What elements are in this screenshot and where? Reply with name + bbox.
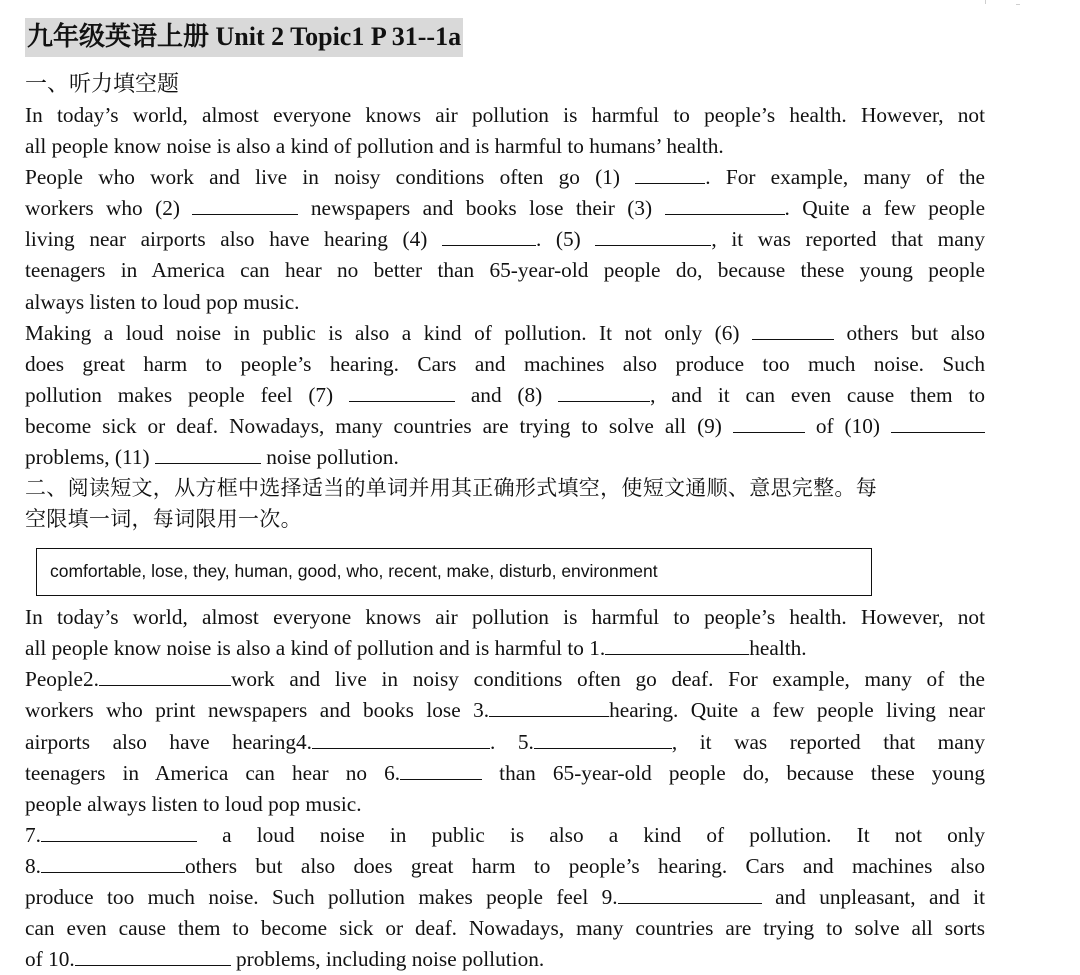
text-segment: living near airports also have hearing (4) <box>25 227 428 252</box>
text-segment: People who work and live in noisy conditions often go (1) <box>25 165 620 190</box>
text-line <box>25 318 985 349</box>
text-line <box>25 224 985 255</box>
text-line <box>25 851 985 882</box>
blank-1[interactable] <box>635 165 705 184</box>
blank-10[interactable] <box>891 414 985 433</box>
text-segment: health. <box>749 636 807 661</box>
text-segment: problems, (11) <box>25 445 150 470</box>
section1-paragraph-3 <box>25 318 985 473</box>
text-line <box>25 664 985 695</box>
text-segment: . Quite a few people <box>784 196 986 221</box>
text-segment: , it was reported that many <box>711 227 985 252</box>
text-segment: airports also have hearing4. <box>25 729 312 754</box>
answer-blank-5[interactable] <box>534 730 672 749</box>
page-corner-mark-right <box>1016 0 1020 5</box>
text-segment: . 5. <box>490 729 534 754</box>
text-line <box>25 162 985 193</box>
page-corner-mark-left <box>985 0 986 4</box>
text-line: In today’s world, almost everyone knows air pollution is harmful to people’s health. However, not <box>25 605 985 630</box>
text-segment: become sick or deaf. Nowadays, many countries are trying to solve all (9) <box>25 413 722 438</box>
answer-blank-9[interactable] <box>618 885 762 904</box>
section2-paragraph-1 <box>25 602 985 664</box>
text-segment: others but also <box>846 320 986 345</box>
answer-blank-7[interactable] <box>41 823 197 842</box>
text-segment: hearing. Quite a few people living near <box>609 698 985 723</box>
text-segment: newspapers and books lose their (3) <box>310 196 653 221</box>
text-segment: . (5) <box>535 227 581 252</box>
text-line <box>25 411 985 442</box>
blank-3[interactable] <box>665 196 785 215</box>
section2-paragraph-2 <box>25 664 985 819</box>
answer-blank-2[interactable] <box>99 667 231 686</box>
text-line <box>25 633 985 664</box>
text-segment: People2. <box>25 667 99 692</box>
text-segment: and unpleasant, and it <box>775 884 986 909</box>
text-segment: produce too much noise. Such pollution makes people feel 9. <box>25 884 618 909</box>
text-line <box>25 758 985 789</box>
section2-heading-line: 空限填一词，每词限用一次。 <box>25 507 302 532</box>
text-segment: workers who print newspapers and books lose 3. <box>25 698 490 723</box>
text-line <box>25 193 985 224</box>
text-line <box>25 727 985 758</box>
section2-heading-line: 二、阅读短文，从方框中选择适当的单词并用其正确形式填空，使短文通顺、意思完整。每 <box>25 476 877 501</box>
answer-blank-1[interactable] <box>605 636 749 655</box>
text-line: teenagers in America can hear no better than 65-year-old people do, because these young people <box>25 258 985 283</box>
text-segment: Making a loud noise in public is also a kind of pollution. It not only (6) <box>25 320 740 345</box>
text-segment: 7. <box>25 822 41 847</box>
text-segment: workers who (2) <box>25 196 180 221</box>
answer-blank-3[interactable] <box>489 698 609 717</box>
word-bank-box: comfortable, lose, they, human, good, who, recent, make, disturb, environment <box>36 548 872 596</box>
blank-2[interactable] <box>192 196 298 215</box>
text-line <box>25 882 985 913</box>
text-segment: teenagers in America can hear no 6. <box>25 760 401 785</box>
text-segment: and (8) <box>470 382 543 407</box>
section1-paragraph-2 <box>25 162 985 317</box>
blank-5[interactable] <box>595 227 711 246</box>
text-segment: than 65-year-old people do, because these young <box>499 760 986 785</box>
text-segment: others but also does great harm to people’s hearing. Cars and machines also <box>184 853 985 878</box>
text-segment: . For example, many of the <box>705 165 985 190</box>
blank-6[interactable] <box>752 321 834 340</box>
text-line <box>25 380 985 411</box>
text-line: people always listen to loud pop music. <box>25 791 362 816</box>
text-line: always listen to loud pop music. <box>25 289 300 314</box>
text-segment: 8. <box>25 853 41 878</box>
text-line <box>25 820 985 851</box>
blank-4[interactable] <box>442 227 536 246</box>
section2-paragraph-3 <box>25 820 985 975</box>
text-segment: problems, including noise pollution. <box>236 947 545 972</box>
worksheet-title: 九年级英语上册 Unit 2 Topic1 P 31--1a <box>25 18 463 57</box>
text-line <box>25 442 985 473</box>
answer-blank-10[interactable] <box>75 947 231 966</box>
text-segment: all people know noise is also a kind of pollution and is harmful to 1. <box>25 636 606 661</box>
text-segment: pollution makes people feel (7) <box>25 382 334 407</box>
section1-heading: 一、听力填空题 <box>25 72 180 97</box>
answer-blank-6[interactable] <box>400 761 482 780</box>
text-segment: a loud noise in public is also a kind of pollution. It not only <box>222 822 986 847</box>
text-segment: work and live in noisy conditions often go deaf. For example, many of the <box>230 667 985 692</box>
text-line: does great harm to people’s hearing. Cars and machines also produce too much noise. Such <box>25 351 985 376</box>
worksheet-page <box>25 18 985 975</box>
text-line: can even cause them to become sick or deaf. Nowadays, many countries are trying to solve all sorts <box>25 916 985 941</box>
section2-heading <box>25 473 985 535</box>
answer-blank-4[interactable] <box>312 730 490 749</box>
text-line <box>25 944 985 975</box>
text-segment: , and it can even cause them to <box>650 382 986 407</box>
text-segment: , it was reported that many <box>671 729 985 754</box>
text-line: all people know noise is also a kind of pollution and is harmful to humans’ health. <box>25 134 724 159</box>
text-segment: of (10) <box>815 413 881 438</box>
text-line: In today’s world, almost everyone knows air pollution is harmful to people’s health. However, not <box>25 103 985 127</box>
text-segment: noise pollution. <box>266 445 399 470</box>
text-segment: of 10. <box>25 947 75 972</box>
blank-7[interactable] <box>349 383 455 402</box>
blank-9[interactable] <box>733 414 805 433</box>
answer-blank-8[interactable] <box>41 854 185 873</box>
blank-11[interactable] <box>155 445 261 464</box>
section1-paragraph-1 <box>25 100 985 162</box>
blank-8[interactable] <box>558 383 650 402</box>
text-line <box>25 695 985 726</box>
